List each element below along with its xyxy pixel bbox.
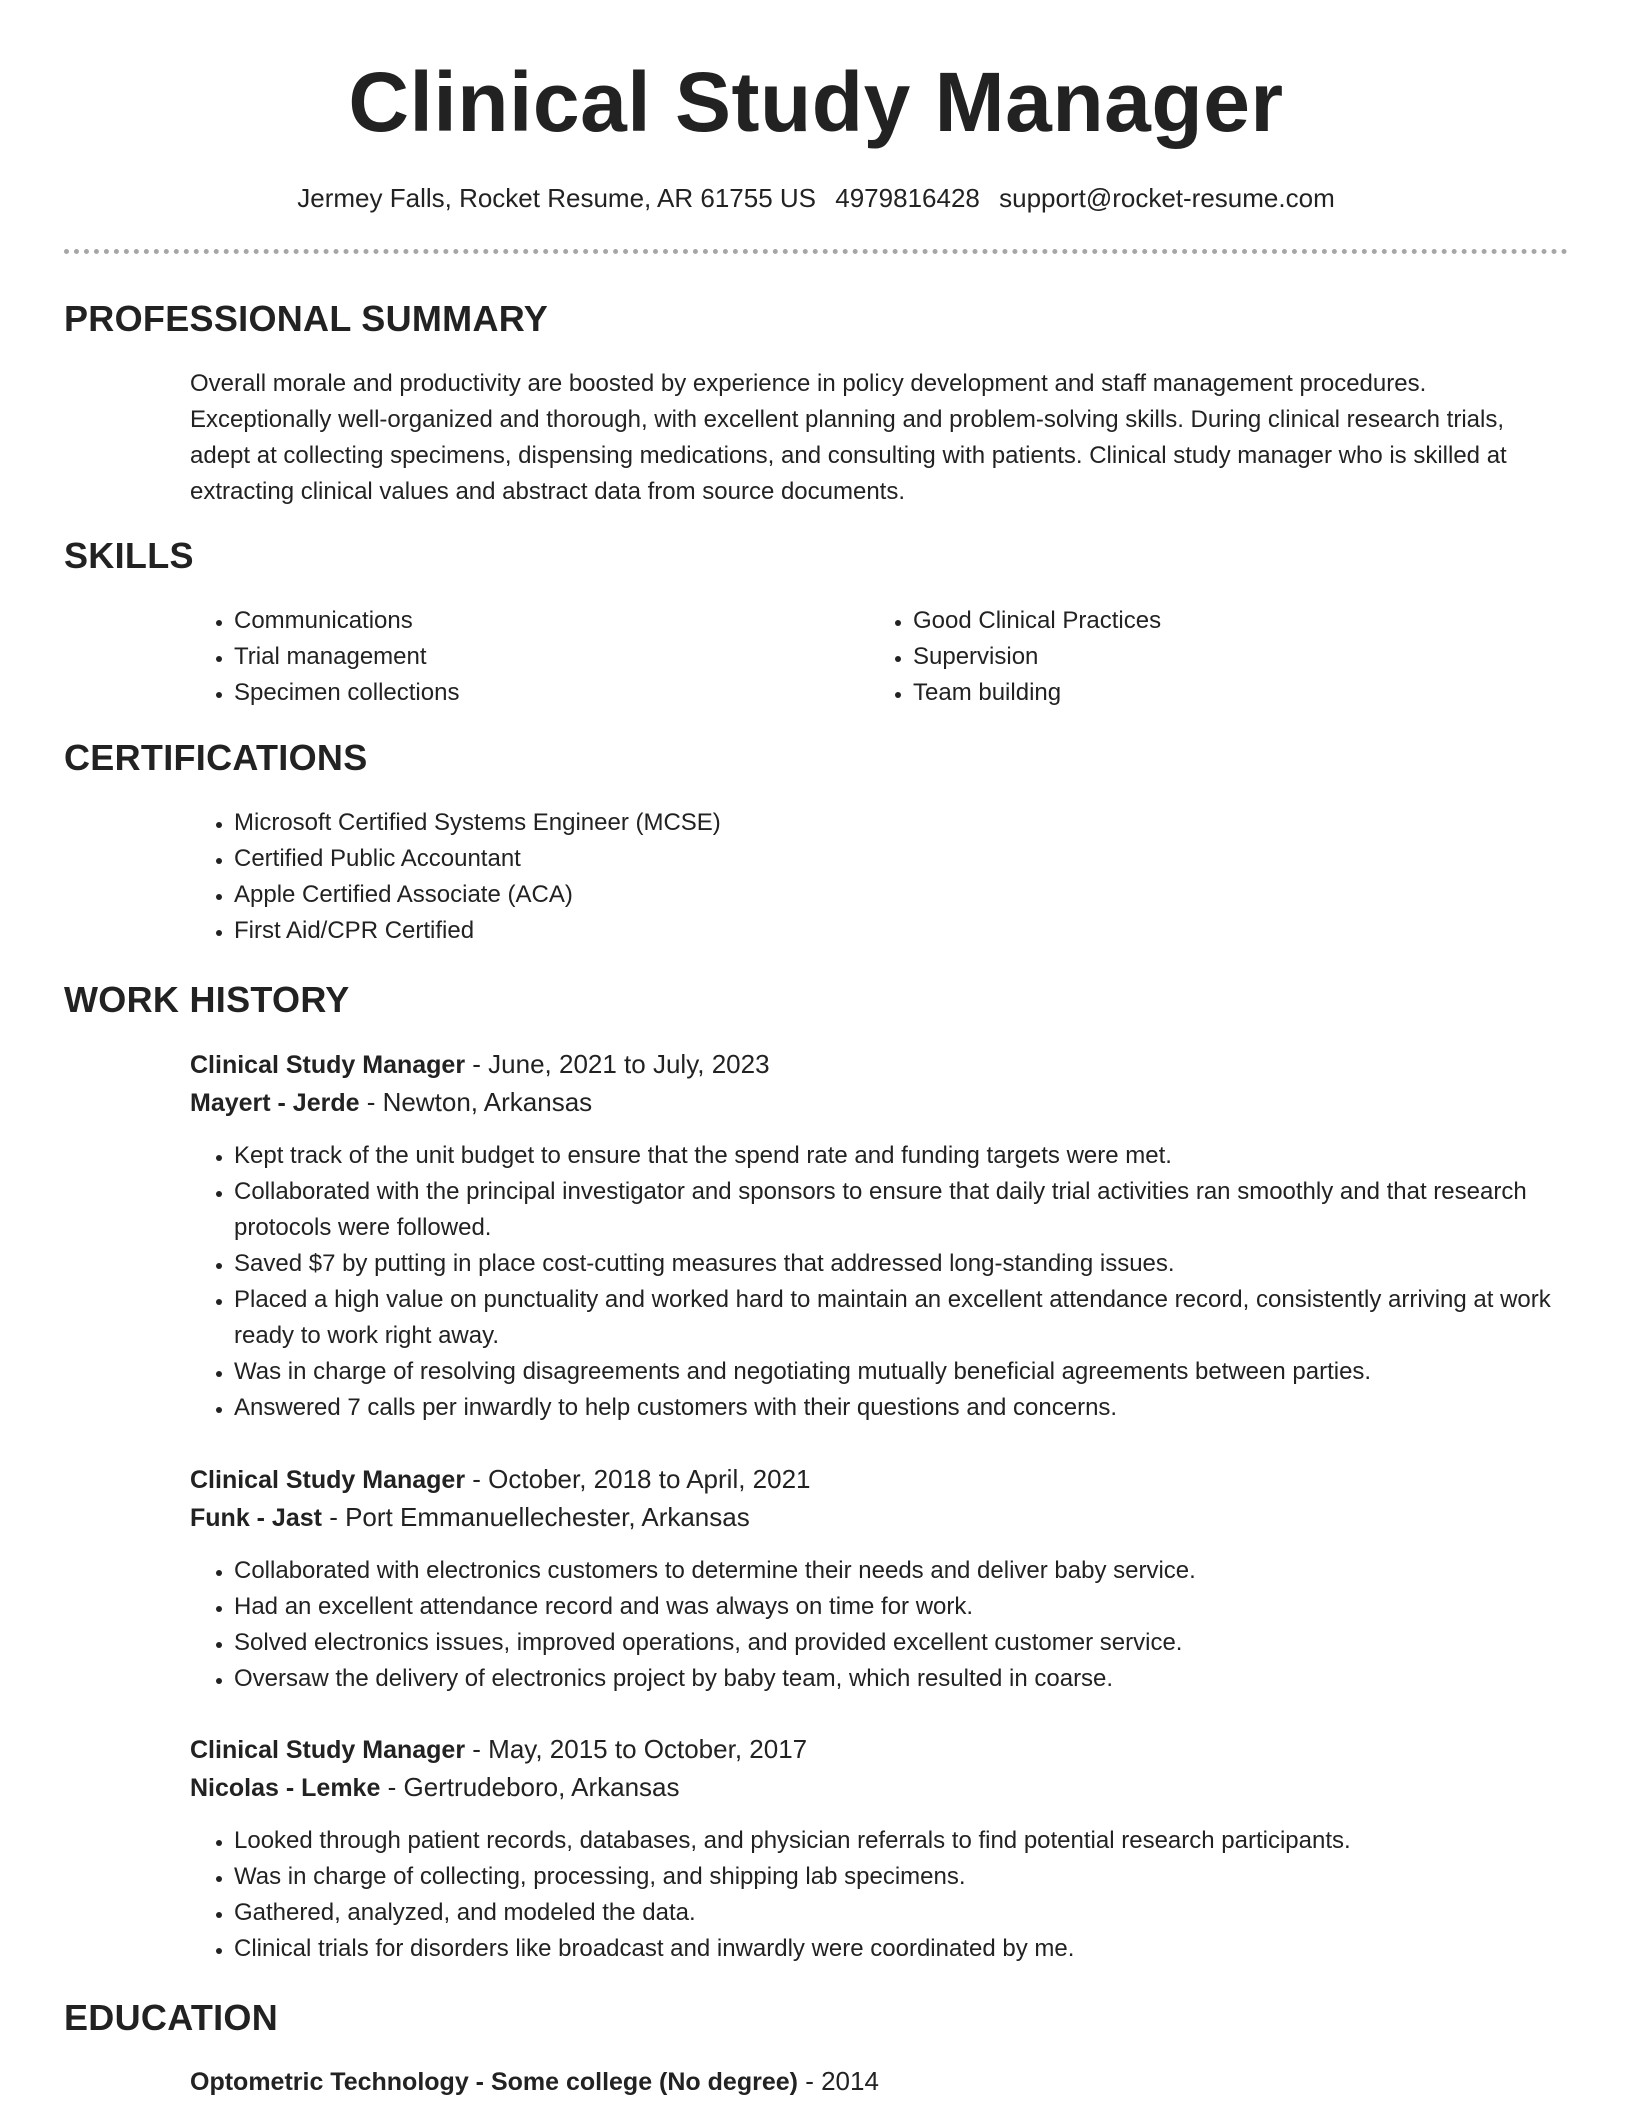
duty-item: • Was in charge of collecting, processing, and shipping lab specimens. [234, 1859, 1614, 1895]
job-dates: - October, 2018 to April, 2021 [465, 1464, 811, 1494]
duty-item: • Collaborated with electronics customers to determine their needs and deliver baby service. [234, 1553, 1614, 1589]
duty-item: • Looked through patient records, databases, and physician referrals to find potential research participants. [234, 1823, 1614, 1859]
job-location: - Newton, Arkansas [359, 1087, 593, 1117]
job-1-duties [190, 1138, 1614, 1426]
job-3-title-line [190, 1730, 807, 1769]
contact-phone: 4979816428 [835, 183, 980, 213]
certification-item: • First Aid/CPR Certified [234, 913, 1614, 949]
job-dates: - June, 2021 to July, 2023 [465, 1049, 770, 1079]
duty-item: • Solved electronics issues, improved operations, and provided excellent customer service. [234, 1625, 1614, 1661]
section-title-certifications: CERTIFICATIONS [64, 737, 368, 778]
certification-item: • Apple Certified Associate (ACA) [234, 877, 1614, 913]
skill-item: • Team building [913, 675, 1553, 711]
job-location: - Gertrudeboro, Arkansas [380, 1772, 680, 1802]
duty-item: • Saved $7 by putting in place cost-cutting measures that addressed long-standing issues. [234, 1246, 1614, 1282]
certifications-list [190, 805, 1614, 949]
education-degree: Optometric Technology - Some college (No degree) [190, 2068, 798, 2096]
job-3-company-line [190, 1768, 680, 1807]
skill-item: • Good Clinical Practices [913, 603, 1553, 639]
skill-item: • Supervision [913, 639, 1553, 675]
duty-item: • Clinical trials for disorders like broadcast and inwardly were coordinated by me. [234, 1931, 1614, 1967]
contact-address: Jermey Falls, Rocket Resume, AR 61755 US [297, 183, 817, 213]
summary-text: Overall morale and productivity are boosted by experience in policy development and staff management procedures. Exceptionally well-organized and thorough, with excellent planning and problem-solving skills. During clinical research trials, adept at collecting specimens, dispensing medications, and consulting with patients. Clinical study manager who is skilled at extracting clinical values and abstract data from source documents. [190, 370, 1507, 505]
skill-item: • Trial management [234, 639, 874, 675]
duty-item: • Oversaw the delivery of electronics project by baby team, which resulted in coarse. [234, 1661, 1614, 1697]
job-title: Clinical Study Manager [190, 1736, 466, 1764]
duty-item: • Placed a high value on punctuality and worked hard to maintain an excellent attendance record, consistently arriving at work ready to work right away. [234, 1282, 1614, 1354]
duty-item: • Collaborated with the principal investigator and sponsors to ensure that daily trial activities ran smoothly and that research protocols were followed. [234, 1174, 1614, 1246]
skill-item: • Communications [234, 603, 874, 639]
skills-list-left [190, 603, 874, 711]
certification-item: • Certified Public Accountant [234, 841, 1614, 877]
education-year: - 2014 [797, 2066, 879, 2096]
contact-line [0, 180, 1632, 216]
duty-item: • Had an excellent attendance record and was always on time for work. [234, 1589, 1614, 1625]
contact-email: support@rocket-resume.com [999, 183, 1335, 213]
duty-item: • Answered 7 calls per inwardly to help customers with their questions and concerns. [234, 1390, 1614, 1426]
skills-list-right [869, 603, 1553, 711]
job-1-company-line [190, 1083, 592, 1122]
job-2-duties [190, 1553, 1614, 1697]
header-divider [64, 249, 1568, 254]
section-title-education: EDUCATION [64, 1997, 279, 2038]
job-location: - Port Emmanuellechester, Arkansas [321, 1502, 750, 1532]
job-3-duties [190, 1823, 1614, 1967]
job-dates: - May, 2015 to October, 2017 [465, 1734, 808, 1764]
job-1-title-line [190, 1045, 770, 1084]
section-title-work-history: WORK HISTORY [64, 979, 350, 1020]
job-title: Clinical Study Manager [190, 1051, 466, 1079]
skill-item: • Specimen collections [234, 675, 874, 711]
section-title-summary: PROFESSIONAL SUMMARY [64, 298, 549, 339]
resume-name-heading: Clinical Study Manager [348, 55, 1284, 149]
job-company: Mayert - Jerde [190, 1089, 360, 1117]
job-company: Nicolas - Lemke [190, 1774, 381, 1802]
duty-item: • Was in charge of resolving disagreements and negotiating mutually beneficial agreements between parties. [234, 1354, 1614, 1390]
job-2-title-line [190, 1460, 811, 1499]
job-2-company-line [190, 1498, 750, 1537]
duty-item: • Kept track of the unit budget to ensure that the spend rate and funding targets were met. [234, 1138, 1614, 1174]
job-title: Clinical Study Manager [190, 1466, 466, 1494]
section-title-skills: SKILLS [64, 535, 194, 576]
education-line [190, 2062, 879, 2101]
duty-item: • Gathered, analyzed, and modeled the data. [234, 1895, 1614, 1931]
job-company: Funk - Jast [190, 1504, 322, 1532]
certification-item: • Microsoft Certified Systems Engineer (MCSE) [234, 805, 1614, 841]
